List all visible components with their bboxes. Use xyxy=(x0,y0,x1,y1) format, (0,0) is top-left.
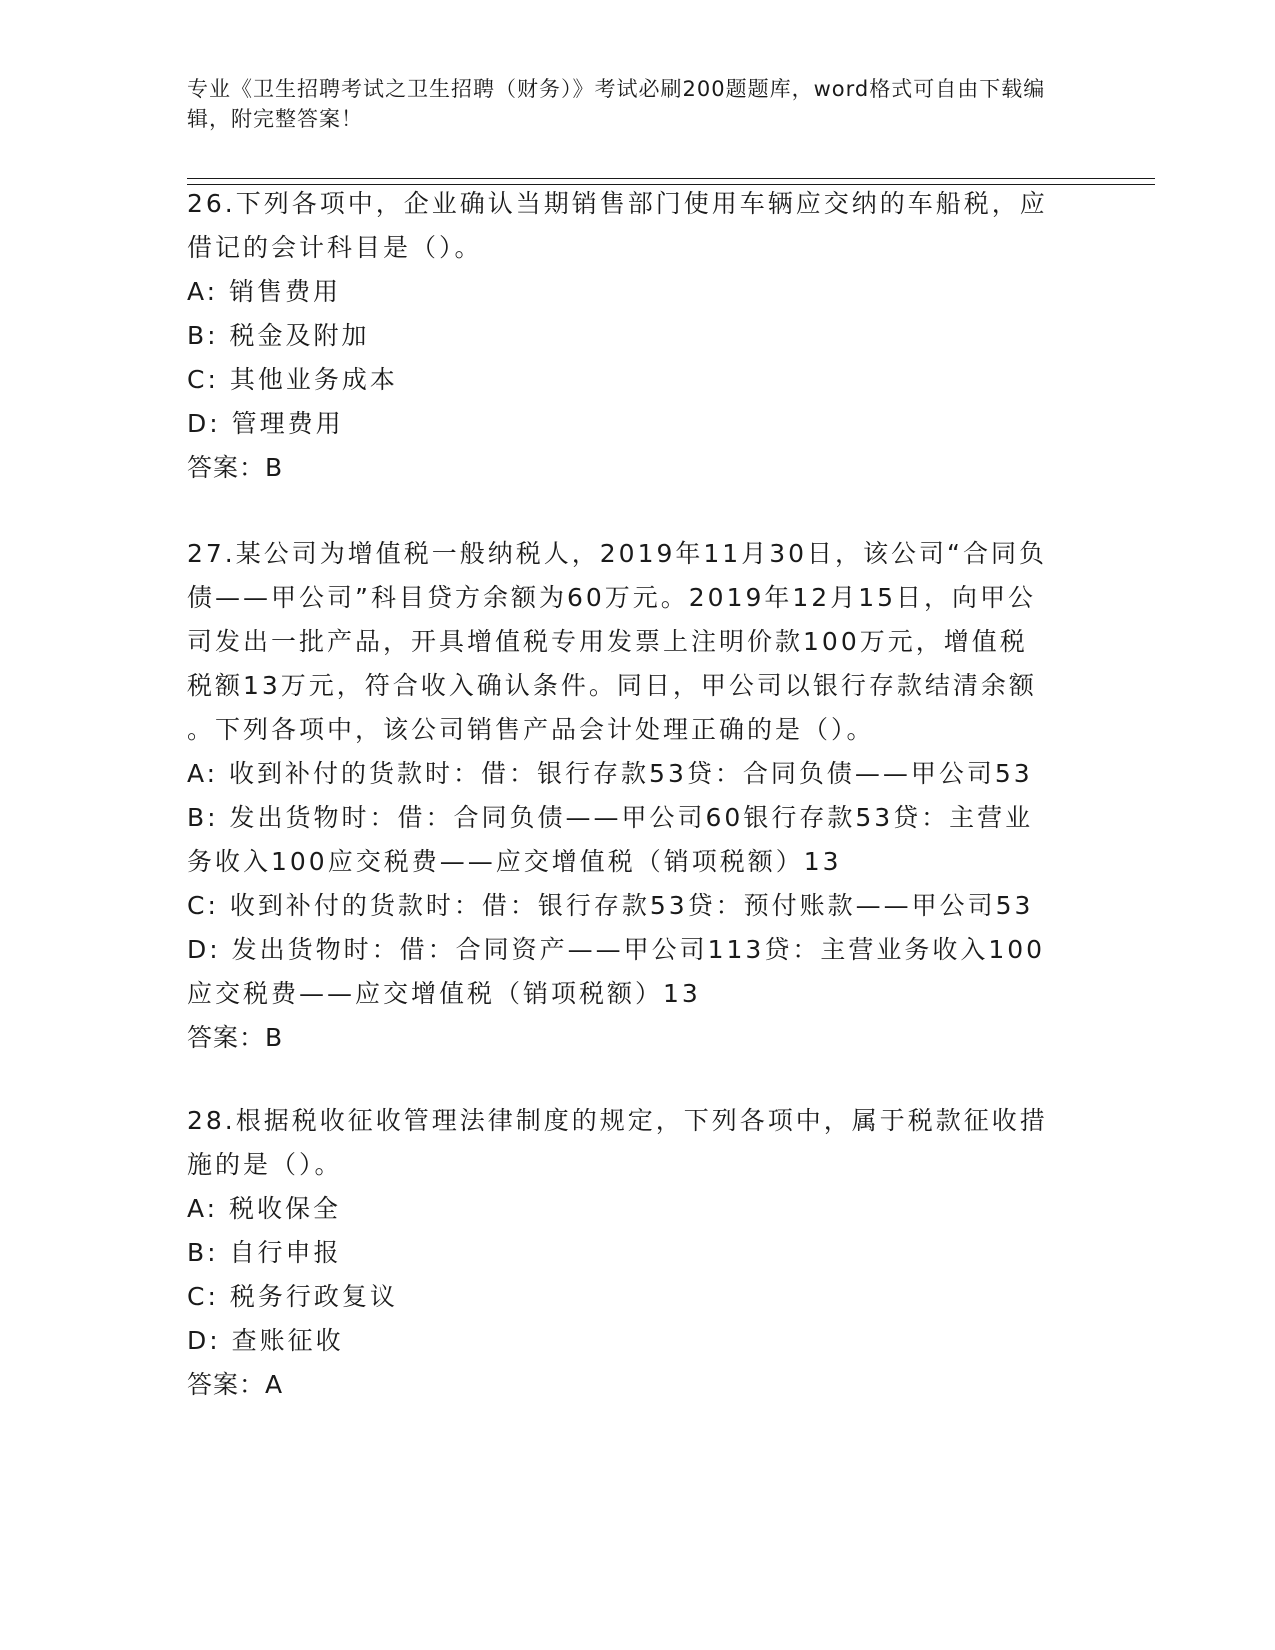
option-d-continued: 应交税费——应交增值税（销项税额）13 xyxy=(187,979,701,1008)
option-d: D: 发出货物时：借：合同资产——甲公司113贷：主营业务收入100 xyxy=(187,935,1046,964)
question-stem-line: 债——甲公司”科目贷方余额为60万元。2019年12月15日，向甲公 xyxy=(187,583,1037,612)
header-rule-bottom xyxy=(187,184,1155,185)
question-stem-line: 施的是（）。 xyxy=(187,1150,343,1179)
option-c: C: 收到补付的货款时：借：银行存款53贷：预付账款——甲公司53 xyxy=(187,891,1034,920)
question-stem-line: 27.某公司为增值税一般纳税人，2019年11月30日，该公司“合同负 xyxy=(187,539,1047,568)
question-stem-line: 。下列各项中，该公司销售产品会计处理正确的是（）。 xyxy=(187,715,875,744)
answer: 答案：B xyxy=(187,453,284,482)
question-stem-line: 税额13万元，符合收入确认条件。同日，甲公司以银行存款结清余额 xyxy=(187,671,1037,700)
option-b: B: 发出货物时：借：合同负债——甲公司60银行存款53贷：主营业 xyxy=(187,803,1034,832)
answer: 答案：A xyxy=(187,1370,284,1399)
option-d: D: 查账征收 xyxy=(187,1326,344,1355)
option-c: C: 税务行政复议 xyxy=(187,1282,398,1311)
question-stem-line: 借记的会计科目是（）。 xyxy=(187,233,483,262)
question-stem-line: 司发出一批产品，开具增值税专用发票上注明价款100万元，增值税 xyxy=(187,627,1028,656)
option-b: B: 税金及附加 xyxy=(187,321,370,350)
option-a: A: 销售费用 xyxy=(187,277,342,306)
document-header: 专业《卫生招聘考试之卫生招聘（财务）》考试必刷200题题库，word格式可自由下载编辑，附完整答案！ xyxy=(187,77,1046,131)
question-stem-line: 28.根据税收征收管理法律制度的规定，下列各项中，属于税款征收措 xyxy=(187,1106,1048,1135)
option-c: C: 其他业务成本 xyxy=(187,365,398,394)
answer: 答案：B xyxy=(187,1023,284,1052)
option-a: A: 收到补付的货款时：借：银行存款53贷：合同负债——甲公司53 xyxy=(187,759,1033,788)
option-a: A: 税收保全 xyxy=(187,1194,342,1223)
option-b-continued: 务收入100应交税费——应交增值税（销项税额）13 xyxy=(187,847,842,876)
question-stem-line: 26.下列各项中，企业确认当期销售部门使用车辆应交纳的车船税，应 xyxy=(187,189,1048,218)
option-b: B: 自行申报 xyxy=(187,1238,342,1267)
option-d: D: 管理费用 xyxy=(187,409,344,438)
header-rule-top xyxy=(187,178,1155,179)
